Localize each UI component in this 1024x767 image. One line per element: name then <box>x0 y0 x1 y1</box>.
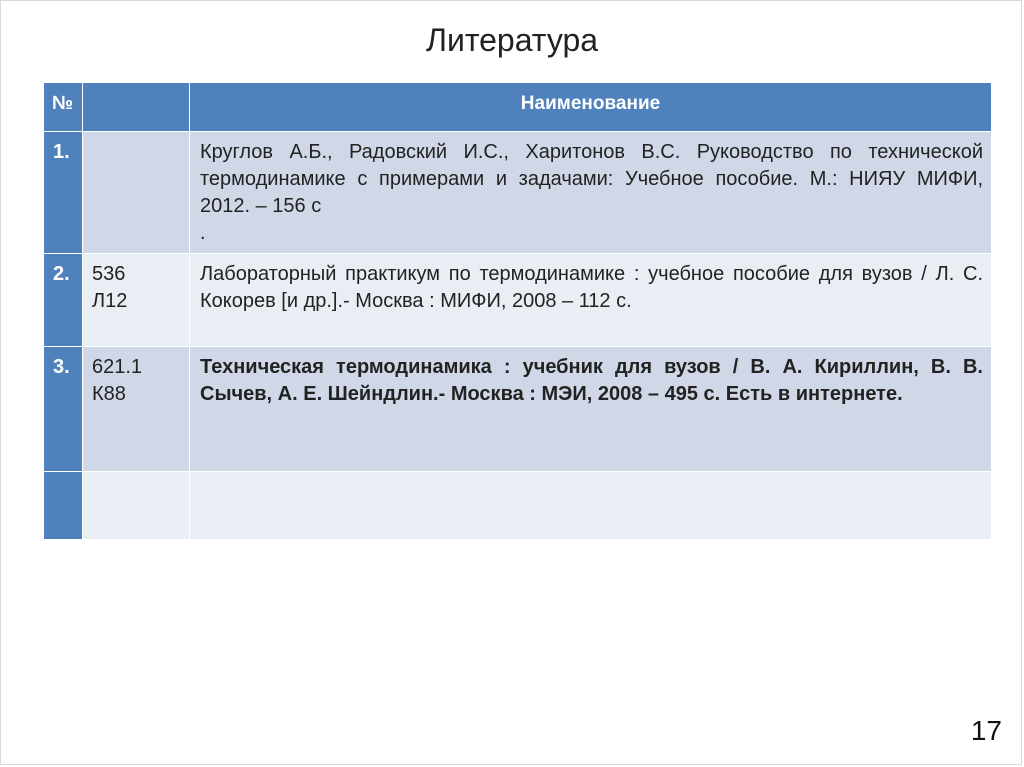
reference-text: Круглов А.Б., Радовский И.С., Харитонов В.С. Руководство по технической термодинамике с примерами и задачами: Учебное пособие. М.: НИЯУ МИФИ, 2012. – 156 с <box>200 141 983 217</box>
table-row <box>44 132 992 254</box>
row-reference <box>190 132 992 254</box>
row-number: 1. <box>44 132 83 254</box>
row-code-line: К88 <box>92 383 126 405</box>
reference-text-tail: . <box>200 222 206 244</box>
row-code-line: Л12 <box>92 290 128 312</box>
literature-table <box>43 82 992 540</box>
row-number: 2. <box>44 254 83 347</box>
row-number: 3. <box>44 347 83 472</box>
row-number <box>44 472 83 540</box>
row-code <box>83 472 190 540</box>
row-reference <box>190 254 992 347</box>
table-row <box>44 347 992 472</box>
row-code <box>83 132 190 254</box>
column-header-name: Наименование <box>190 83 992 132</box>
column-header-code <box>83 83 190 132</box>
row-reference <box>190 472 992 540</box>
table-row <box>44 254 992 347</box>
row-reference <box>190 347 992 472</box>
reference-text: Лабораторный практикум по термодинамике : учебное пособие для вузов / Л. С. Кокорев [и др.].- Москва : МИФИ, 2008 – 112 с. <box>200 263 983 312</box>
column-header-number: № <box>44 83 83 132</box>
row-code-line: 621.1 <box>92 356 143 378</box>
row-code <box>83 347 190 472</box>
reference-text: Техническая термодинамика : учебник для вузов / В. А. Кириллин, В. В. Сычев, А. Е. Шейндлин.- Москва : МЭИ, 2008 – 495 с. Есть в интернете. <box>200 356 983 405</box>
row-code <box>83 254 190 347</box>
table-header-row <box>44 83 992 132</box>
row-code-line: 536 <box>92 263 126 285</box>
page-number: 17 <box>970 715 1002 746</box>
slide-title: Литература <box>425 22 599 58</box>
table-row <box>44 472 992 540</box>
